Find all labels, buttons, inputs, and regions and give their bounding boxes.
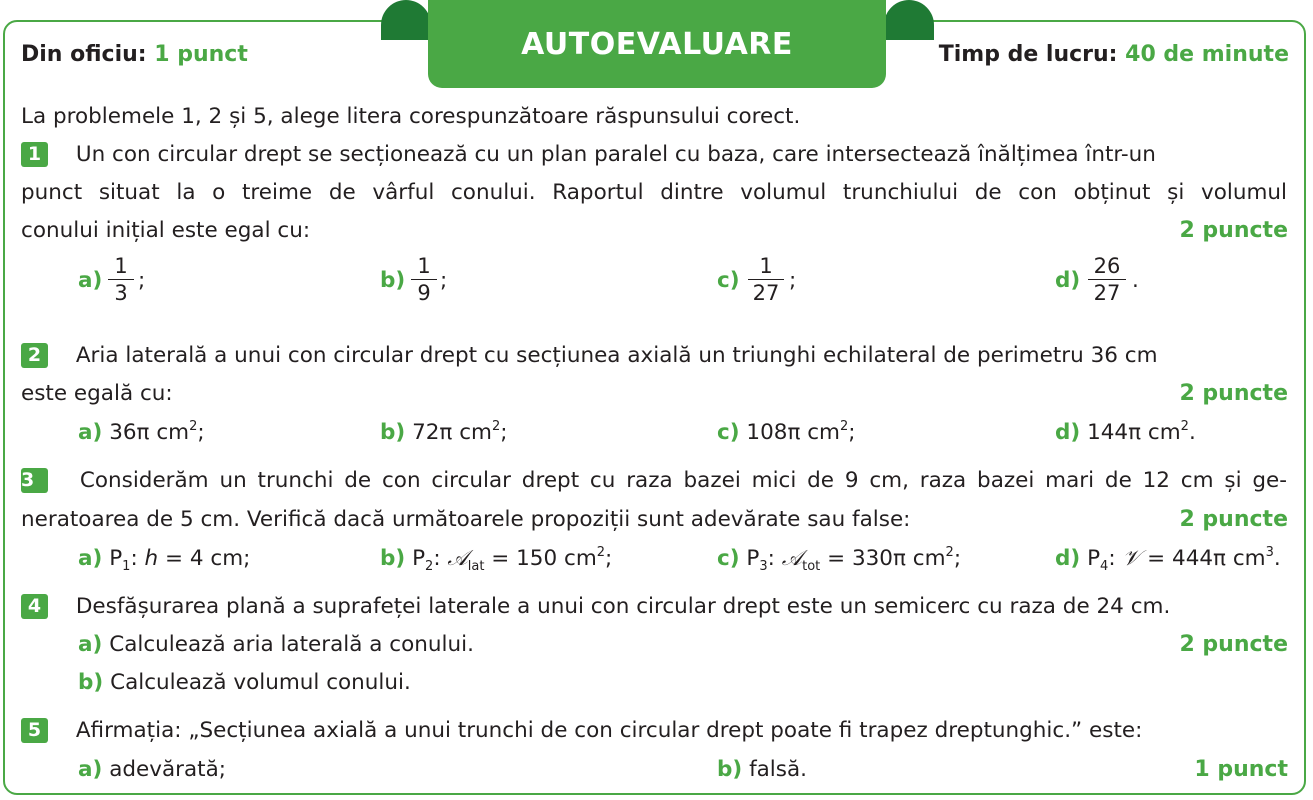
q1-option-a-end: ;: [138, 268, 146, 293]
q4-part-a-label: a): [78, 632, 103, 657]
tab-ear-right: [884, 0, 934, 40]
q2-text-1: Aria laterală a unui con circular drept cu secțiunea axială un triunghi echilateral de perimetru 36 cm: [75, 343, 1158, 368]
q3-number-badge: 3: [21, 468, 48, 493]
q2-points: 2 puncte: [1179, 381, 1288, 406]
q3-option-a-rhs: = 4 cm: [158, 546, 244, 571]
q2-option-a-end: ;: [197, 420, 205, 445]
q3-option-b[interactable]: [380, 545, 612, 573]
q1-option-c-label: c): [717, 268, 740, 293]
q5-option-a-text: adevărată;: [109, 757, 226, 782]
q3-option-c[interactable]: [717, 545, 961, 573]
din-oficiu-label: Din oficiu:: [21, 42, 147, 67]
q2-option-b-end: ;: [500, 420, 508, 445]
timp-de-lucru: [939, 42, 1289, 67]
q1-number-badge: 1: [21, 142, 48, 167]
q3-option-a-colon: :: [130, 546, 138, 571]
q5-option-b-text: falsă.: [749, 757, 807, 782]
q4-part-b-text: Calculează volumul conului.: [110, 670, 411, 695]
q4-line1: [21, 593, 1170, 621]
q3-option-c-label: c): [717, 546, 740, 571]
q3-option-b-label: b): [380, 546, 406, 571]
q1-option-a-denominator: 3: [114, 281, 128, 305]
q3-option-a-symbol: h: [144, 546, 159, 571]
q2-option-a[interactable]: [78, 419, 205, 447]
q4-part-b-label: b): [78, 670, 104, 695]
q2-option-d-label: d): [1055, 420, 1081, 445]
q3-option-b-rhs: = 150 cm: [484, 546, 597, 571]
q2-option-c-end: ;: [848, 420, 856, 445]
q3-option-b-p: P: [412, 546, 426, 571]
q2-option-d-exp: 2: [1180, 419, 1189, 434]
q3-option-a-label: a): [78, 546, 103, 571]
q1-option-d-numerator: 26: [1088, 253, 1126, 280]
q2-option-b-label: b): [380, 420, 406, 445]
q3-option-d-p: P: [1087, 546, 1101, 571]
din-oficiu: [21, 42, 248, 67]
q1-points: 2 puncte: [1179, 218, 1288, 243]
q1-option-a-fraction: [108, 253, 134, 306]
q3-option-a[interactable]: [78, 545, 250, 573]
q2-option-d-value: 144π cm: [1087, 420, 1181, 445]
q4-part-a-text: Calculează aria laterală a conului.: [109, 632, 474, 657]
q1-option-b-numerator: 1: [411, 253, 437, 280]
q2-option-d-end: .: [1188, 420, 1196, 445]
q3-option-d-rhs: = 444π cm: [1140, 546, 1266, 571]
q1-option-d-denominator: 27: [1093, 281, 1121, 305]
q3-line1: [21, 467, 1287, 495]
q1-text-2: punct situat la o treime de vârful conului. Raportul dintre volumul trunchiului de con obținut și volumul: [21, 180, 1287, 205]
q5-option-b-label: b): [717, 757, 743, 782]
q2-number-badge: 2: [21, 343, 48, 368]
q2-option-b-exp: 2: [491, 419, 501, 434]
din-oficiu-value: 1 punct: [154, 42, 248, 67]
q2-option-b[interactable]: [380, 419, 508, 447]
q3-text-2: neratoarea de 5 cm. Verifică dacă următoarele propoziții sunt adevărate sau false:: [21, 507, 911, 532]
q1-text-1: Un con circular drept se secționează cu un plan paralel cu baza, care intersectează înălțimea într-un: [75, 142, 1156, 167]
q3-option-c-symbol-sub: tot: [802, 559, 821, 574]
q5-option-a[interactable]: [78, 756, 226, 784]
intro-text: La problemele 1, 2 și 5, alege litera corespunzătoare răspunsului corect.: [21, 104, 801, 129]
q3-option-a-index: 1: [122, 559, 131, 574]
q1-option-d-end: .: [1132, 268, 1139, 293]
q3-option-d-end: .: [1273, 546, 1281, 571]
q3-option-c-p: P: [746, 546, 760, 571]
q5-option-a-label: a): [78, 757, 103, 782]
q3-option-b-exp: 2: [596, 545, 606, 560]
q1-option-b-label: b): [380, 268, 406, 293]
q1-option-b-fraction: [411, 253, 437, 306]
q3-option-b-end: ;: [605, 546, 613, 571]
q1-option-b-denominator: 9: [417, 281, 431, 305]
q4-part-a: [78, 631, 474, 659]
q3-option-d[interactable]: [1055, 545, 1281, 573]
q2-option-a-label: a): [78, 420, 103, 445]
q1-option-c-fraction: [748, 253, 784, 306]
q2-option-b-value: 72π cm: [412, 420, 492, 445]
q3-points: 2 puncte: [1179, 507, 1288, 532]
q3-option-d-symbol: 𝒱: [1122, 546, 1141, 571]
q1-option-c-numerator: 1: [748, 253, 784, 280]
q3-option-c-index: 3: [759, 559, 768, 574]
q1-option-a-numerator: 1: [108, 253, 134, 280]
q3-option-b-index: 2: [425, 559, 434, 574]
q1-option-b-end: ;: [440, 268, 448, 293]
q3-option-a-p: P: [109, 546, 123, 571]
q5-points: 1 punct: [1194, 757, 1288, 782]
q4-number-badge: 4: [21, 594, 48, 619]
q3-option-b-symbol-sub: lat: [467, 559, 485, 574]
q2-option-a-exp: 2: [189, 419, 198, 434]
timp-label: Timp de lucru:: [938, 42, 1118, 67]
q2-text-2: este egală cu:: [21, 381, 173, 406]
q5-text-1: Afirmația: „Secțiunea axială a unui trunchi de con circular drept poate fi trapez dreptunghic.” este:: [75, 718, 1143, 743]
q2-option-a-value: 36π cm: [109, 420, 190, 445]
q4-text-1: Desfășurarea plană a suprafeței laterale a unui con circular drept este un semicerc cu raza de 24 cm.: [75, 594, 1171, 619]
q2-option-c-label: c): [717, 420, 740, 445]
q1-option-a-label: a): [78, 268, 103, 293]
q3-option-d-label: d): [1055, 546, 1081, 571]
q2-option-c-value: 108π cm: [746, 420, 841, 445]
q1-option-d-fraction: [1088, 253, 1126, 306]
q5-option-b[interactable]: [717, 756, 807, 784]
page-title: AUTOEVALUARE: [428, 0, 886, 88]
q2-option-c[interactable]: [717, 419, 856, 447]
q3-option-b-colon: :: [433, 546, 441, 571]
q1-option-d-label: d): [1055, 268, 1081, 293]
q5-line1: [21, 717, 1142, 745]
timp-value: 40 de minute: [1125, 42, 1289, 67]
q3-option-a-end: ;: [243, 546, 251, 571]
q3-option-b-symbol: 𝒜: [447, 546, 468, 571]
q1-option-c-end: ;: [789, 268, 797, 293]
q3-option-c-end: ;: [953, 546, 962, 571]
q1-option-c-denominator: 27: [752, 281, 780, 305]
q2-option-c-exp: 2: [840, 419, 849, 434]
q3-option-c-exp: 2: [945, 545, 954, 560]
q1-line1: [21, 141, 1156, 169]
q3-option-c-rhs: = 330π cm: [820, 546, 946, 571]
q3-option-c-colon: :: [767, 546, 775, 571]
q3-text-1: Considerăm un trunchi de con circular drept cu raza bazei mici de 9 cm, raza bazei mari de 12 cm și ge-: [79, 468, 1287, 493]
q3-option-d-exp: 3: [1265, 545, 1274, 560]
q2-option-d[interactable]: [1055, 419, 1196, 447]
q3-option-d-index: 4: [1100, 559, 1109, 574]
q4-points: 2 puncte: [1179, 632, 1288, 657]
q3-option-c-symbol: 𝒜: [781, 546, 803, 571]
q4-part-b: [78, 669, 411, 697]
q1-text-3: conului inițial este egal cu:: [21, 218, 311, 243]
q3-option-d-colon: :: [1108, 546, 1116, 571]
q5-number-badge: 5: [21, 718, 48, 743]
q2-line1: [21, 342, 1158, 370]
tab-ear-left: [381, 0, 431, 40]
